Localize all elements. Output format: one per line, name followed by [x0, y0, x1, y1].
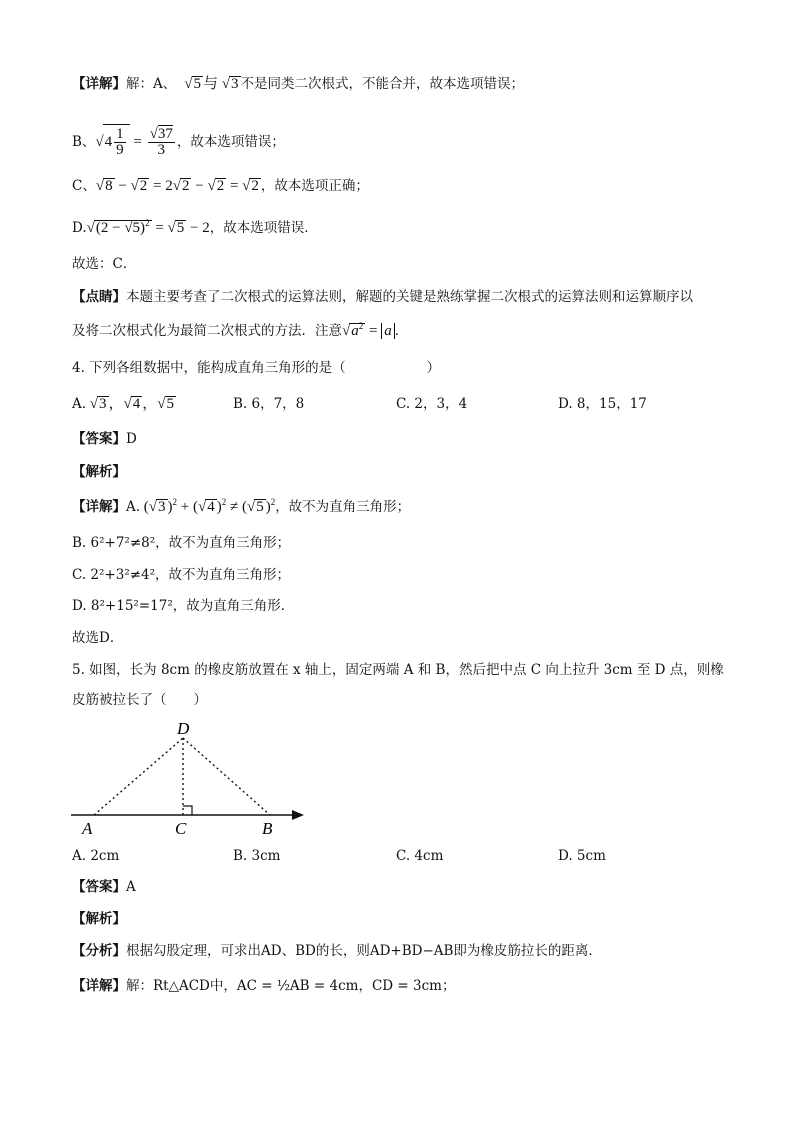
- q5-answer: A: [126, 879, 136, 895]
- math-expr: √5 与 √3: [180, 76, 239, 92]
- q4-option-a-prefix: A.: [72, 396, 87, 412]
- detail-c-text: ，故本选项正确；: [260, 178, 369, 194]
- detail-line-c: [72, 176, 369, 196]
- q5-figure: [66, 714, 316, 844]
- label-a: A: [82, 819, 93, 838]
- detail-line-d: [72, 218, 318, 238]
- math-expr: (√3 )$^2$ + (√4 )$^2$ ≠ (√5 )$^2$: [140, 497, 276, 515]
- segment-ad: [94, 738, 183, 815]
- analysis-tag: 【解析】: [72, 464, 126, 480]
- q5-analysis-line: [72, 909, 126, 929]
- detail-b-prefix: B、: [72, 134, 96, 150]
- label-d: D: [177, 719, 190, 738]
- x-axis-arrow: [292, 810, 304, 820]
- detail-a-prefix: 解：A、: [126, 76, 177, 92]
- comment-text-2: 及将二次根式化为最简二次根式的方法．注意: [72, 323, 342, 339]
- q4-stem: 4. 下列各组数据中，能构成直角三角形的是（ ）: [72, 360, 441, 376]
- q4-detail-d: D. 8²+15²=17²，故为直角三角形．: [72, 598, 295, 614]
- comment-text-2-end: ．: [394, 323, 409, 339]
- q4-choice: 故选D．: [72, 630, 124, 646]
- detail-a-text: 不是同类二次根式，不能合并，故本选项错误；: [240, 76, 525, 92]
- q4-detail-b: B. 6²+7²≠8²，故不为直角三角形；: [72, 535, 291, 551]
- q4-option-c: C. 2，3，4: [396, 396, 468, 412]
- detail-line-a: [72, 74, 524, 94]
- q5-analyze-line: [72, 941, 602, 961]
- q5-analyze-text: 根据勾股定理，可求出AD、BD的长，则AD+BD−AB即为橡皮筋拉长的距离．: [126, 943, 602, 959]
- choice-line: 故选：C．: [72, 256, 137, 272]
- q4-analysis-line: [72, 462, 126, 482]
- math-expr: √4 $\frac{1}{9}$ = $\frac{√37}{3}$: [95, 134, 176, 150]
- right-angle-mark: [183, 806, 192, 815]
- q5-option-b: B. 3cm: [233, 848, 281, 864]
- q4-answer-line: [72, 429, 137, 449]
- math-expr: $√a^2 = a$: [342, 323, 395, 339]
- detail-d-text: ，故本选项错误．: [209, 220, 318, 236]
- q4-detail-a-prefix: A.: [126, 499, 141, 515]
- q5-answer-line: [72, 877, 136, 897]
- detail-line-b: [72, 124, 285, 159]
- label-b: B: [262, 819, 273, 838]
- detail-c-prefix: C、: [72, 178, 96, 194]
- q5-detail-line: [72, 976, 455, 996]
- comment-text-1: 本题主要考查了二次根式的运算法则，解题的关键是熟练掌握二次根式的运算法则和运算顺序以: [126, 289, 693, 305]
- detail-tag: 【详解】: [72, 76, 126, 92]
- comment-line-2: [72, 321, 408, 341]
- q5-stem-line-1: 5. 如图，长为 8cm 的橡皮筋放置在 x 轴上，固定两端 A 和 B，然后把中点 C 向上拉升 3cm 至 D 点，则橡: [72, 662, 724, 678]
- detail-d-prefix: D.: [72, 220, 87, 236]
- label-c: C: [175, 819, 187, 838]
- q5-option-d: D. 5cm: [558, 848, 606, 864]
- math-expr: √3 ，√4 ，√5: [86, 396, 174, 412]
- q4-detail-c: C. 2²+3²≠4²，故不为直角三角形；: [72, 567, 291, 583]
- q4-detail-a: [72, 497, 410, 517]
- detail-b-text: ，故本选项错误；: [176, 134, 285, 150]
- q4-option-b: B. 6，7，8: [233, 396, 305, 412]
- q4-option-d: D. 8，15，17: [558, 396, 647, 412]
- detail-tag: 【详解】: [72, 499, 126, 515]
- answer-tag: 【答案】: [72, 879, 126, 895]
- q5-detail-text: 解：Rt△ACD中，AC = ½AB = 4cm，CD = 3cm；: [126, 978, 456, 994]
- comment-line-1: [72, 287, 693, 307]
- detail-tag: 【详解】: [72, 978, 126, 994]
- answer-tag: 【答案】: [72, 431, 126, 447]
- q5-option-c: C. 4cm: [396, 848, 444, 864]
- segment-bd: [183, 738, 270, 815]
- comment-tag: 【点睛】: [72, 289, 126, 305]
- q5-stem-line-2: 皮筋被拉长了（ ）: [72, 692, 207, 708]
- q5-option-a: A. 2cm: [72, 848, 120, 864]
- math-expr: √8 − √2 = 2√2 − √2 = √2: [95, 178, 259, 194]
- analysis-tag: 【解析】: [72, 911, 126, 927]
- q4-option-a: [72, 394, 176, 414]
- q4-answer: D: [126, 431, 137, 447]
- analyze-tag: 【分析】: [72, 943, 126, 959]
- math-expr: $√(2 - √5)^2 = √5 - 2$: [86, 218, 210, 236]
- q4-detail-a-text: ，故不为直角三角形；: [275, 499, 411, 515]
